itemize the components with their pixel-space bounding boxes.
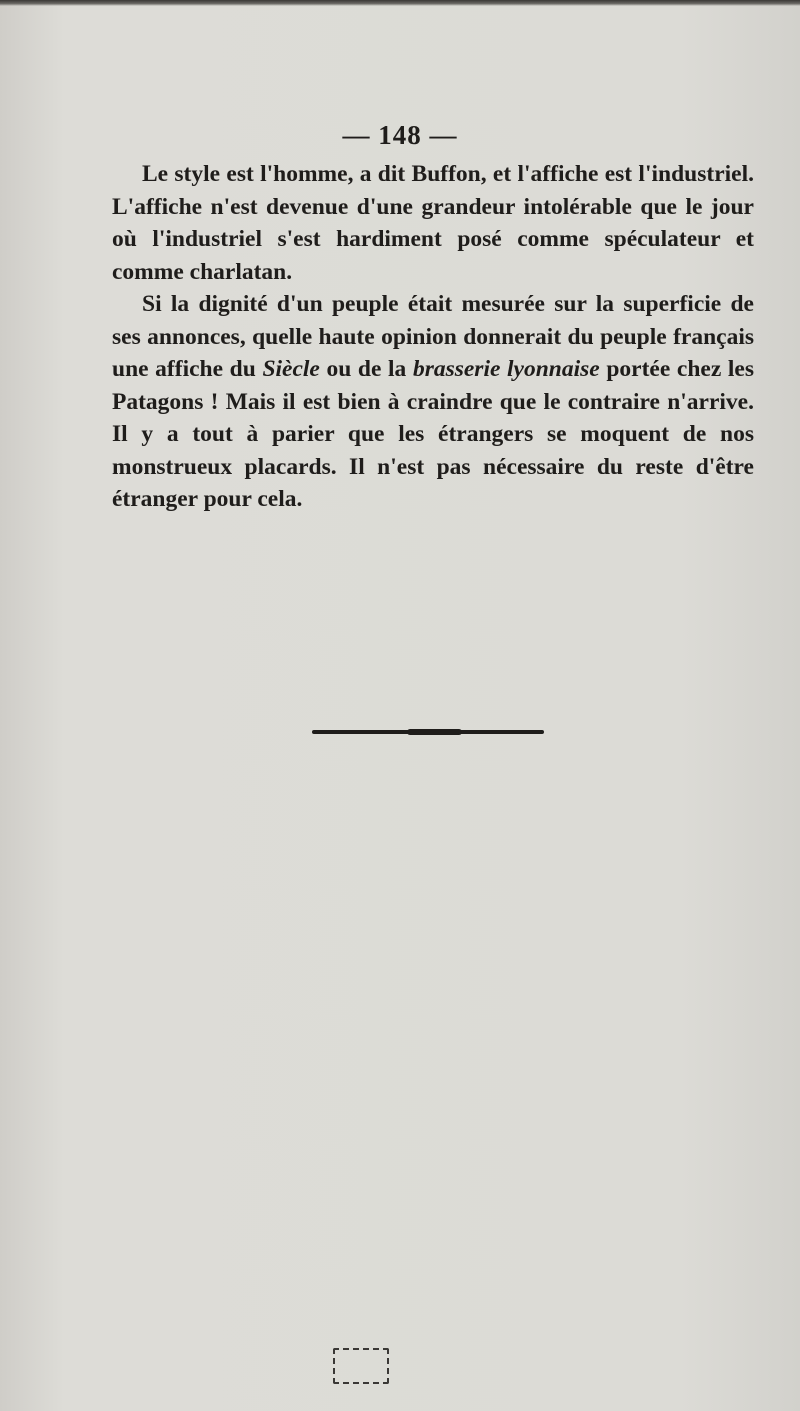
paragraph-2 bbox=[112, 288, 754, 516]
paragraph-1-text: Le style est l'homme, a dit Buffon, et l'affiche est l'industriel. L'affiche n'est devenue d'une grandeur intolérable que le jour où l'industriel s'est hardiment posé comme spéculateur et comme charlatan. bbox=[112, 161, 754, 285]
paragraph-2-text-c: portée chez les Patagons ! Mais il est bien à craindre que le contraire n'arrive. Il y a tout à parier que les étrangers se moquent de nos monstrueux placards. Il n'est pas nécessaire du reste d'être étranger pour cela. bbox=[112, 356, 754, 512]
body-text bbox=[112, 158, 754, 516]
paragraph-2-text-b: ou de la bbox=[319, 356, 413, 382]
library-stamp-mark bbox=[333, 1348, 389, 1384]
paragraph-2-text-a: Si la dignité d'un peuple était mesurée sur la superficie de ses annonces, quelle haute opinion donnerait du peuple français une affiche du bbox=[112, 291, 754, 382]
section-divider-rule bbox=[312, 730, 544, 734]
page-number: — 148 — bbox=[342, 120, 458, 150]
paragraph-1 bbox=[112, 158, 754, 288]
page-top-edge bbox=[0, 0, 800, 6]
paragraph-2-title-brasserie: brasserie lyonnaise bbox=[412, 356, 600, 382]
paragraph-2-title-siecle: Siècle bbox=[262, 356, 320, 382]
